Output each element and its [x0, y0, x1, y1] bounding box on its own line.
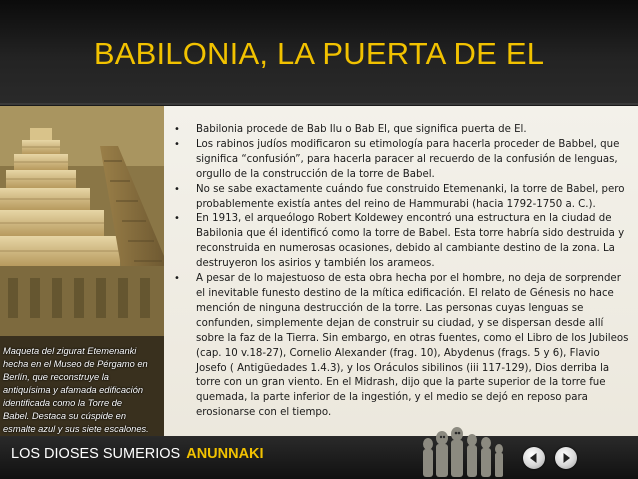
previous-slide-button[interactable]	[523, 447, 545, 469]
next-slide-button[interactable]	[555, 447, 577, 469]
bullet-item	[172, 138, 632, 183]
photo-caption	[3, 345, 163, 436]
caption-line: antiquísima y afamada edificación	[3, 385, 144, 395]
arrow-left-icon	[523, 447, 545, 469]
bullet-dot-icon: •	[174, 124, 180, 135]
bullet-text: A pesar de lo majestuoso de esta obra hecha por el hombre, no deja de sorprender el inevitable funesto destino de la mítica edificación. El relato de Génesis no hace mención de ninguna destrucción de la torre. Las personas cuyas lenguas se confunden, simplemente dejan de construir su ciudad, y se dispersan desde allí sobre la faz de la Tierra. Sin embargo, en otras fuentes, como el Libro de los Jubileos (cap. 10 v.18-27), Cornelio Alexander (frag. 10), Abydenus (frags. 5 y 6), Flavio Josefo ( Antigüedades 1.4.3), y los Oráculos sibilinos (iii 117-129), Dios derriba la torre con un gran viento. En el Midrash, dijo que la parte superior de la torre fue quemada, la parte inferior de la ingestión, y el medio se dejó en reposo para erosionarse con el tiempo.	[196, 273, 629, 419]
caption-line: identificada como la Torre de	[3, 398, 123, 408]
caption-line: Maqueta del zigurat Etemenanki	[3, 346, 137, 356]
bullet-dot-icon: •	[174, 138, 180, 150]
slide-title: BABILONIA, LA PUERTA DE EL	[93, 36, 545, 71]
footer-title-yellow: ANUNNAKI	[186, 446, 264, 462]
bullet-item	[172, 212, 632, 272]
bullet-dot-icon: •	[174, 273, 180, 285]
bullet-list	[172, 123, 632, 421]
footer-title-white: LOS DIOSES SUMERIOS	[11, 446, 181, 462]
bullet-text: No se sabe exactamente cuándo fue construido Etemenanki, la torre de Babel, pero probablemente existía antes del reino de Hammurabi (hacia 1792-1750 a. C.).	[196, 183, 625, 210]
caption-line: Berlín, que reconstruye la	[3, 372, 109, 382]
footer-bar	[0, 436, 638, 479]
ziggurat-model-photo	[0, 106, 164, 436]
bullet-text: Babilonia procede de Bab Ilu o Bab El, que significa puerta de El.	[196, 124, 527, 135]
footer-title	[11, 446, 264, 462]
bullet-dot-icon: •	[174, 183, 180, 195]
bullet-text: En 1913, el arqueólogo Robert Koldewey encontró una estructura en la ciudad de Babilonia que él identificó como la torre de Babel. Esta torre habría sido destruida y reconstruida en numerosas ocasiones, debido al cambiante destino de la zona. La destruyeron los asirios y también los arameos.	[196, 213, 625, 270]
caption-line: hecha en el Museo de Pérgamo en	[3, 359, 148, 369]
title-band	[0, 0, 638, 105]
arrow-right-icon	[555, 447, 577, 469]
title-rule	[0, 103, 638, 105]
caption-line: esmalte azul y sus siete escalones.	[3, 424, 149, 434]
bullet-item	[172, 272, 632, 421]
bullet-text: Los rabinos judíos modificaron su etimología para hacerla proceder de Babbel, que significa “confusión”, para hacerla paracer al recuerdo de la confusión de lenguas, orgullo de la construcción de la torre de Babel.	[196, 138, 620, 180]
caption-line: Babel. Destaca su cúspide en	[3, 411, 127, 421]
content-area	[0, 106, 638, 436]
bullet-item	[172, 123, 632, 138]
bullet-item	[172, 183, 632, 213]
sumerian-statues-icon	[418, 422, 508, 479]
bullet-dot-icon: •	[174, 213, 180, 225]
